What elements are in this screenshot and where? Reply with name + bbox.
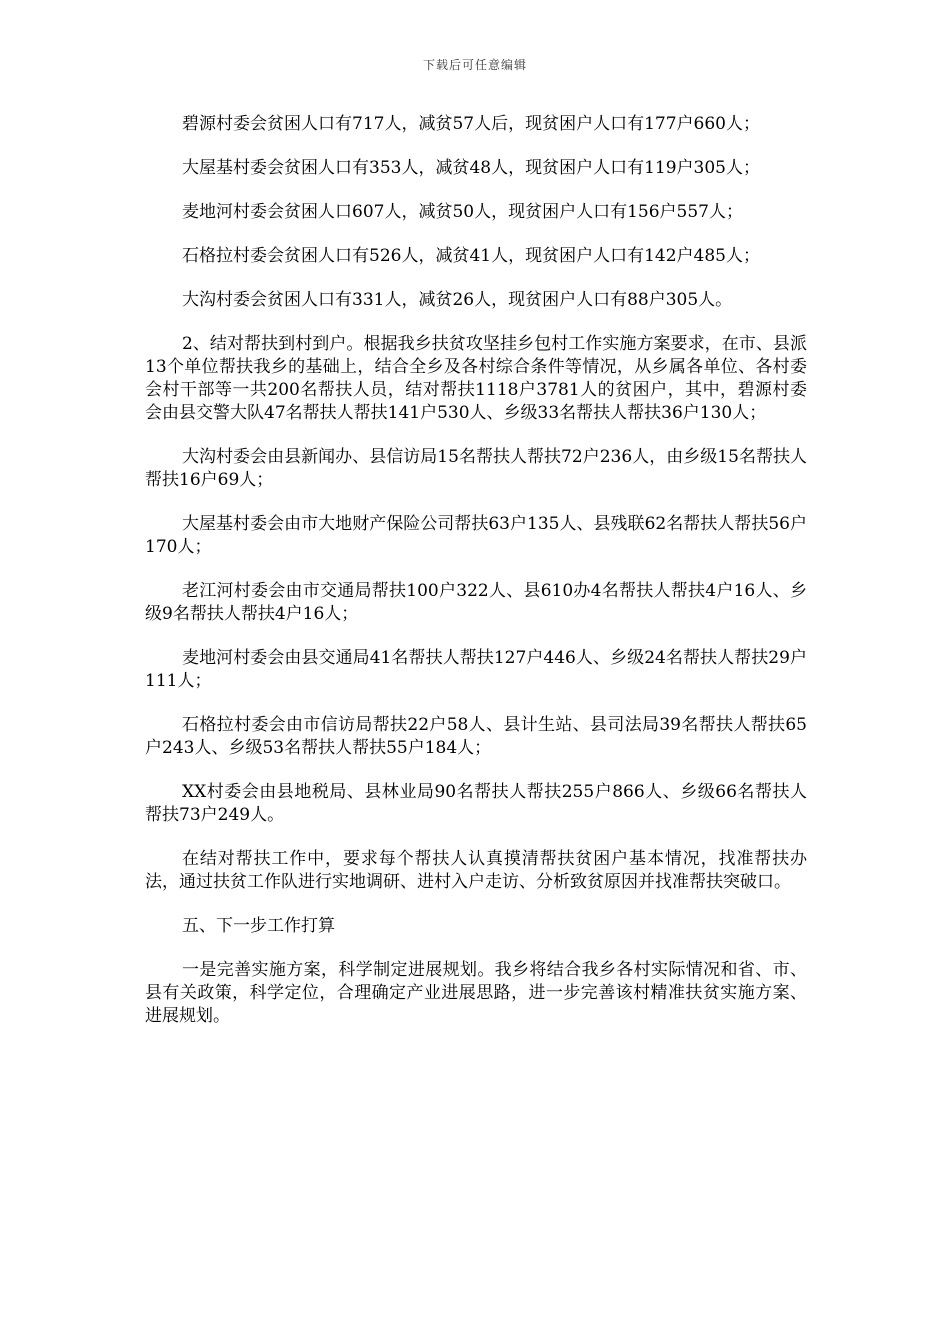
paragraph-xx-assistance: XX村委会由县地税局、县林业局90名帮扶人帮扶255户866人、乡级66名帮扶人帮扶73户249人。 [145, 782, 807, 825]
paragraph-assistance-requirements: 在结对帮扶工作中，要求每个帮扶人认真摸清帮扶贫困户基本情况，找准帮扶办法，通过扶贫工作队进行实地调研、进村入户走访、分析致贫原因并找准帮扶突破口。 [145, 849, 807, 892]
paragraph-dagou-poverty: 大沟村委会贫困人口有331人，减贫26人，现贫困户人口有88户305人。 [182, 290, 733, 310]
section-heading-next-steps: 五、下一步工作打算 [182, 916, 335, 936]
paragraph-plan-one: 一是完善实施方案，科学制定进展规划。我乡将结合我乡各村实际情况和省、市、县有关政策，科学定位，合理确定产业进展思路，进一步完善该村精准扶贫实施方案、进展规划。 [145, 960, 807, 1026]
paragraph-biyuan-poverty: 碧源村委会贫困人口有717人，减贫57人后，现贫困户人口有177户660人； [182, 114, 760, 134]
paragraph-laojianghe-assistance: 老江河村委会由市交通局帮扶100户322人、县610办4名帮扶人帮扶4户16人、乡级9名帮扶人帮扶4户16人； [145, 581, 807, 624]
paragraph-maidihe-assistance: 麦地河村委会由县交通局41名帮扶人帮扶127户446人、乡级24名帮扶人帮扶29户111人； [145, 648, 807, 691]
paragraph-maidihe-poverty: 麦地河村委会贫困人口607人，减贫50人，现贫困户人口有156户557人； [182, 202, 743, 222]
paragraph-dagou-assistance: 大沟村委会由县新闻办、县信访局15名帮扶人帮扶72户236人，由乡级15名帮扶人帮扶16户69人； [145, 447, 807, 490]
paragraph-dawuji-poverty: 大屋基村委会贫困人口有353人，减贫48人，现贫困户人口有119户305人； [182, 158, 760, 178]
paragraph-shigela-assistance: 石格拉村委会由市信访局帮扶22户58人、县计生站、县司法局39名帮扶人帮扶65户243人、乡级53名帮扶人帮扶55户184人； [145, 715, 807, 758]
paragraph-shigela-poverty: 石格拉村委会贫困人口有526人，减贫41人，现贫困户人口有142户485人； [182, 246, 760, 266]
header-note: 下载后可任意编辑 [422, 58, 527, 72]
document-body [145, 113, 807, 1049]
paragraph-pairing-assistance: 2、结对帮扶到村到户。根据我乡扶贫攻坚挂乡包村工作实施方案要求，在市、县派13个单位帮扶我乡的基础上，结合全乡及各村综合条件等情况，从乡属各单位、各村委会村干部等一共200名帮扶人员，结对帮扶1118户3781人的贫困户，其中，碧源村委会由县交警大队47名帮扶人帮扶141户530人、乡级33名帮扶人帮扶36户130人； [145, 334, 807, 423]
paragraph-dawuji-assistance: 大屋基村委会由市大地财产保险公司帮扶63户135人、县残联62名帮扶人帮扶56户170人； [145, 514, 807, 557]
